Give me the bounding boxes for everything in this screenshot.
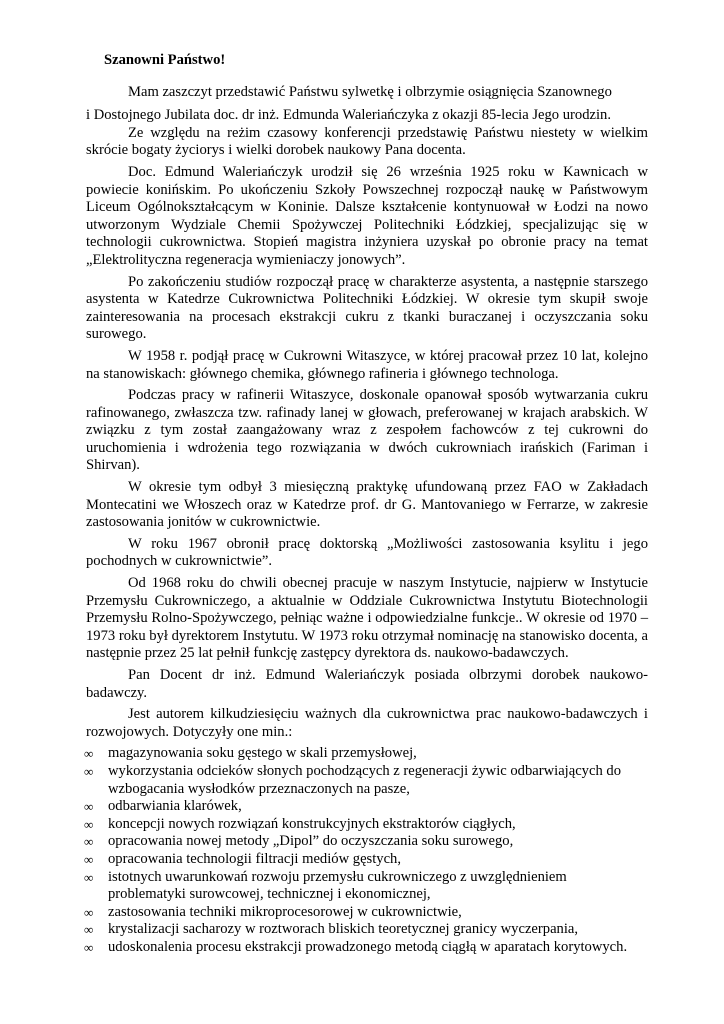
list-item [86, 939, 648, 957]
list-item-text: opracowania nowej metody „Dipol” do oczyszczania soku surowego, [108, 833, 514, 850]
list-item [86, 816, 648, 834]
letter-page [86, 52, 648, 957]
paragraph-biography: Doc. Edmund Waleriańczyk urodził się 26 września 1925 roku w Kawnicach w powiecie konińskim. Po ukończeniu Szkoły Powszechnej rozpoczął naukę w Państwowym Liceum Ogólnokształcącym w Koninie. Dalsze kształcenie kontynuował w Łodzi na nowo utworzonym Wydziale Chemii Spożywczej Politechniki Łódzkiej, specjalizując się w technologii cukrownictwa. Stopień magistra inżyniera uzyskał po obronie pracy na temat „Elektrolityczna regeneracja wymieniaczy jonowych”. [86, 163, 648, 268]
infinity-bullet-icon: ∞ [84, 746, 94, 762]
infinity-bullet-icon: ∞ [84, 763, 94, 779]
list-item-text: opracowania technologii filtracji mediów gęstych, [108, 850, 401, 867]
paragraph-time-constraint: Ze względu na reżim czasowy konferencji przedstawię Państwu niestety w wielkim skrócie bogaty życiorys i wielki dorobek naukowy Pana docenta. [86, 124, 648, 159]
list-item-text: wykorzystania odcieków słonych pochodzących z regeneracji żywic odbarwiających do wzbogacania wysłodków przeznaczonych na pasze, [108, 762, 621, 797]
list-item [86, 833, 648, 851]
list-item-text: koncepcji nowych rozwiązań konstrukcyjnych ekstraktorów ciągłych, [108, 815, 516, 832]
list-item-text: zastosowania techniki mikroprocesorowej w cukrownictwie, [108, 903, 462, 920]
paragraph-fao-internship: W okresie tym odbył 3 miesięczną praktykę ufundowaną przez FAO w Zakładach Montecatini we Włoszech oraz w Katedrze prof. dr G. Mantovaniego w Ferrarze, w zakresie zastosowania jonitów w cukrownictwie. [86, 479, 648, 531]
infinity-bullet-icon: ∞ [84, 904, 94, 920]
paragraph-witaszyce: W 1958 r. podjął pracę w Cukrowni Witaszyce, w której pracował przez 10 lat, kolejno na stanowiskach: głównego chemika, głównego rafineria i głównego technologa. [86, 347, 648, 382]
list-item-text: udoskonalenia procesu ekstrakcji prowadzonego metodą ciągłą w aparatach korytowych. [108, 938, 628, 955]
infinity-bullet-icon: ∞ [84, 799, 94, 815]
list-item [86, 921, 648, 939]
list-item [86, 904, 648, 922]
list-item [86, 869, 648, 904]
opening-line-1: Mam zaszczyt przedstawić Państwu sylwetkę i olbrzymie osiągnięcia Szanownego [128, 83, 612, 100]
list-item-text: odbarwiania klarówek, [108, 798, 242, 815]
paragraph-works-intro: Jest autorem kilkudziesięciu ważnych dla cukrownictwa prac naukowo-badawczych i rozwojowych. Dotyczyły one min.: [86, 706, 648, 740]
infinity-bullet-icon: ∞ [84, 816, 94, 832]
paragraph-refinery: Podczas pracy w rafinerii Witaszyce, doskonale opanował sposób wytwarzania cukru rafinowanego, zwłaszcza tzw. rafinady lanej w głowach, preferowanej w krajach arabskich. W związku z tym został zaangażowany wraz z zespołem fachowców z tej cukrowni do uruchomienia i wdrożenia tego rozwiązania w dwóch cukrowniach irańskich (Fariman i Shirvan). [86, 387, 648, 474]
paragraph-institute: Od 1968 roku do chwili obecnej pracuje w naszym Instytucie, najpierw w Instytucie Przemysłu Cukrowniczego, a aktualnie w Oddziale Cukrownictwa Instytutu Biotechnologii Przemysłu Rolno-Spożywczego, pełniąc ważne i odpowiedzialne funkcje.. W okresie od 1970 – 1973 roku był dyrektorem Instytutu. W 1973 roku otrzymał nominację na stanowisko docenta, a następnie przez 25 lat pełnił funkcję zastępcy dyrektora ds. naukowo-badawczych. [86, 575, 648, 662]
letter-greeting: Szanowni Państwo! [104, 52, 226, 68]
list-item-text: istotnych uwarunkowań rozwoju przemysłu cukrowniczego z uwzględnieniem problematyki surowcowej, technicznej i ekonomicznej, [108, 868, 567, 903]
infinity-bullet-icon: ∞ [84, 851, 94, 867]
paragraph-achievements: Pan Docent dr inż. Edmund Waleriańczyk posiada olbrzymi dorobek naukowo-badawczy. [86, 667, 648, 701]
infinity-bullet-icon: ∞ [84, 922, 94, 938]
infinity-bullet-icon: ∞ [84, 834, 94, 850]
paragraph-doctorate: W roku 1967 obronił pracę doktorską „Możliwości zastosowania ksylitu i jego pochodnych w cukrownictwie”. [86, 535, 648, 570]
list-item-text: krystalizacji sacharozy w roztworach bliskich teoretycznej granicy wyczerpania, [108, 921, 579, 938]
list-item [86, 745, 648, 763]
opening-line-2: i Dostojnego Jubilata doc. dr inż. Edmunda Waleriańczyka z okazji 85-lecia Jego urodzin. [86, 107, 611, 124]
list-item-text: magazynowania soku gęstego w skali przemysłowej, [108, 745, 417, 762]
list-item [86, 763, 648, 798]
infinity-bullet-icon: ∞ [84, 939, 94, 955]
list-item [86, 798, 648, 816]
infinity-bullet-icon: ∞ [84, 869, 94, 885]
research-topics-list [86, 745, 648, 956]
list-item [86, 851, 648, 869]
opening-paragraph [86, 84, 648, 125]
paragraph-early-career: Po zakończeniu studiów rozpoczął pracę w charakterze asystenta, a następnie starszego asystenta w Katedrze Cukrownictwa Politechniki Łódzkiej. W okresie tym skupił swoje zainteresowania na procesach ekstrakcji cukru z tkanki buraczanej i oczyszczania soku surowego. [86, 273, 648, 343]
